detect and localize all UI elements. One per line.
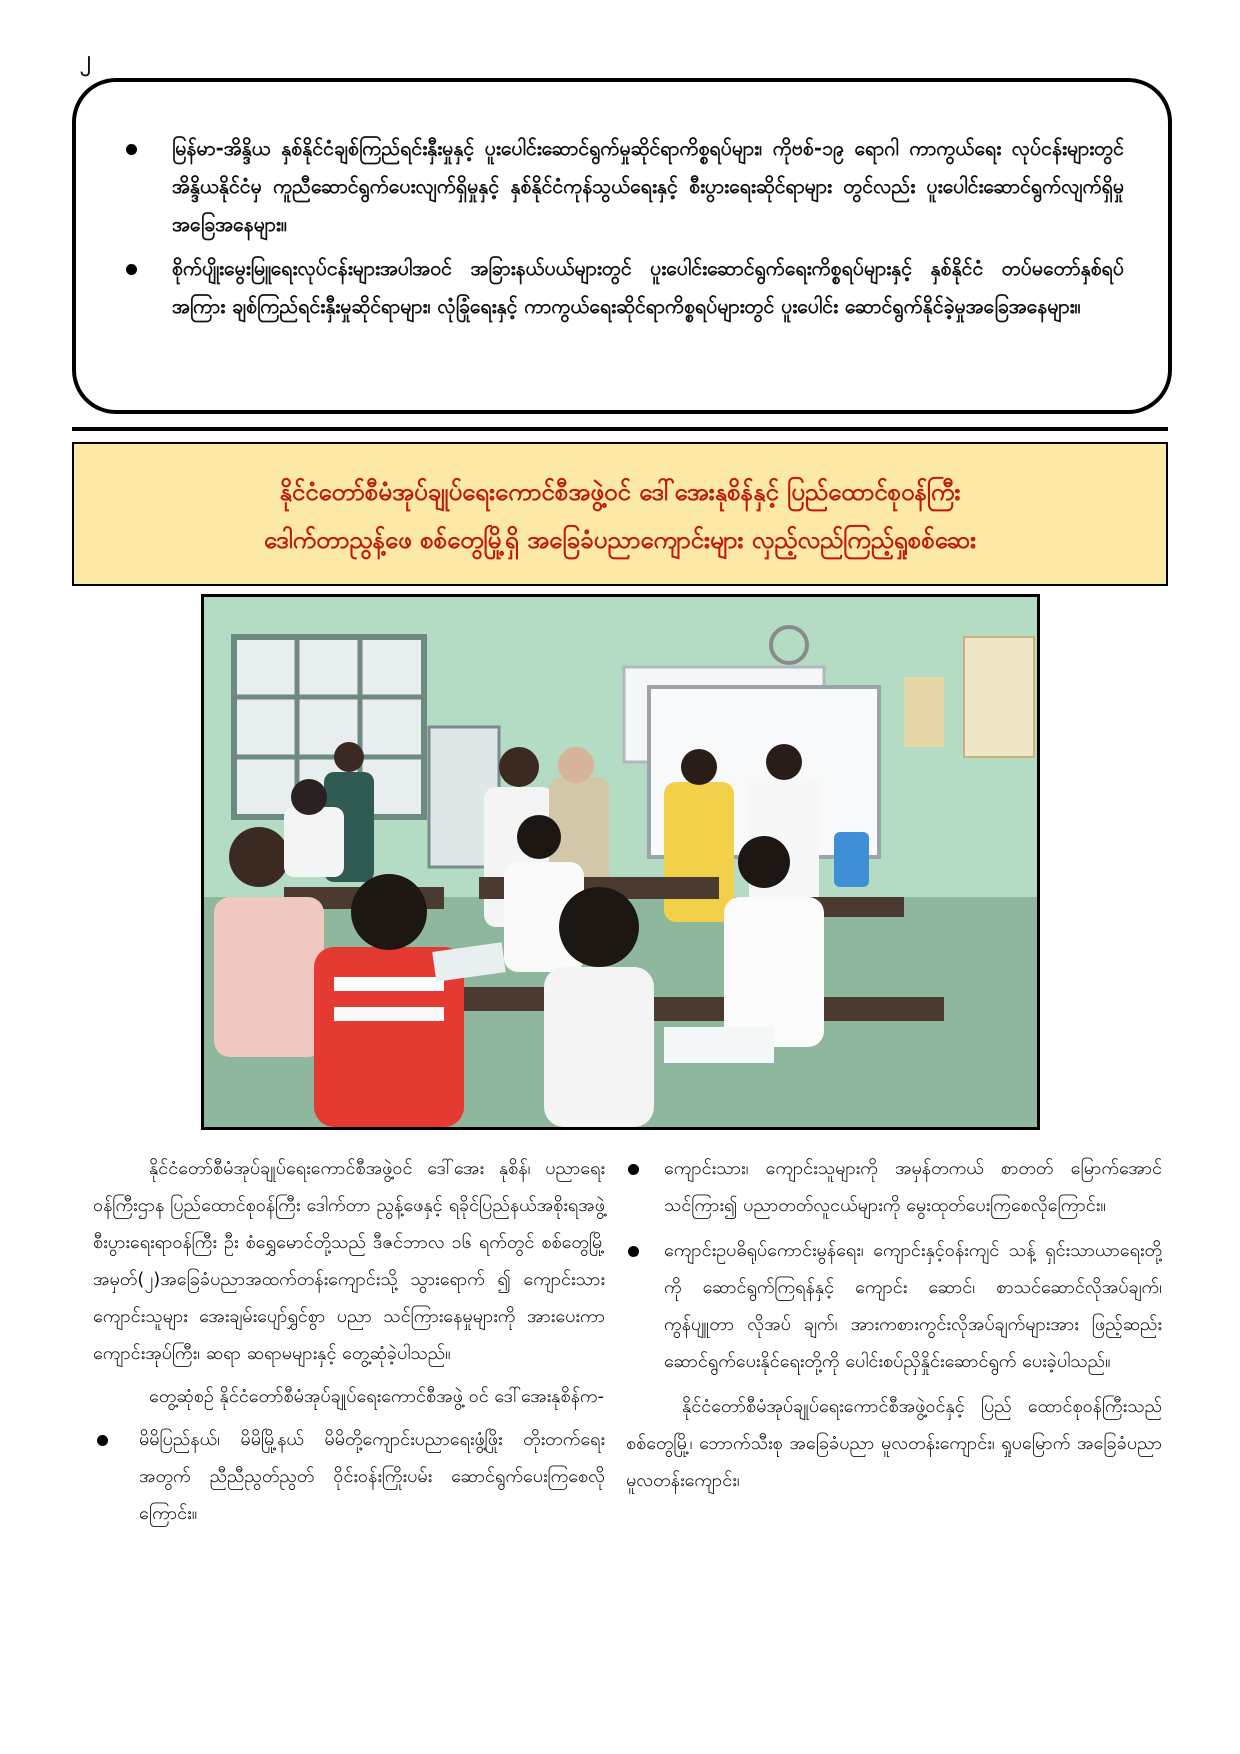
section-divider	[72, 427, 1168, 431]
article-bullet	[626, 1232, 1162, 1380]
article-bullet-text: ကျောင်းဥပဓိရုပ်ကောင်းမွန်ရေး၊ ကျောင်းနှင့်ဝန်းကျင် သန့် ရှင်းသာယာရေးတို့ကို ဆောင်ရွက်ကြရန်နှင့် ကျောင်း ဆောင်၊ စာသင်ဆောင်လိုအပ်ချက်၊ ကွန်ပျူတာ လိုအပ် ချက်၊ အားကစားကွင်းလိုအပ်ချက်များအား ဖြည့်ဆည်း ဆောင်ရွက်ပေးနိုင်ရေးတို့ကို ပေါင်းစပ်ညှိနှိုင်းဆောင်ရွက် ပေးခဲ့ပါသည်။	[664, 1240, 1162, 1372]
article-bullet	[626, 1150, 1162, 1224]
headline-box	[72, 442, 1168, 586]
summary-item	[126, 130, 1124, 244]
summary-item	[126, 250, 1124, 326]
photo-illustration	[204, 597, 1037, 1127]
summary-item-text: မြန်မာ-အိန္ဒိယ နှစ်နိုင်ငံချစ်ကြည်ရင်းနှီးမှုနှင့် ပူးပေါင်းဆောင်ရွက်မှုဆိုင်ရာကိစ္စရပ်များ၊ ကိုဗစ်-၁၉ ရောဂါ ကာကွယ်ရေး လုပ်ငန်းများတွင် အိန္ဒိယနိုင်ငံမှ ကူညီဆောင်ရွက်ပေးလျက်ရှိမှုနှင့် နှစ်နိုင်ငံကုန်သွယ်ရေးနှင့် စီးပွားရေးဆိုင်ရာများ တွင်လည်း ပူးပေါင်းဆောင်ရွက်လျက်ရှိမှု အခြေအနေများ။	[172, 137, 1124, 236]
headline-line-2: ဒေါက်တာညွန့်ဖေ စစ်တွေမြို့ရှိ အခြေခံပညာကျောင်းများ လှည့်လည်ကြည့်ရှုစစ်ဆေး	[263, 526, 977, 554]
article-bullet-text: ကျောင်းသား၊ ကျောင်းသူများကို အမှန်တကယ် စာတတ် မြောက်အောင် သင်ကြား၍ ပညာတတ်လူငယ်များကို မွေးထုတ်ပေးကြစေလိုကြောင်း။	[664, 1158, 1162, 1216]
bullet-icon	[126, 264, 137, 275]
classroom-visit-photo	[201, 594, 1040, 1130]
bullet-icon	[628, 1164, 639, 1175]
headline-line-1: နိုင်ငံတော်စီမံအုပ်ချုပ်ရေးကောင်စီအဖွဲ့ဝင် ဒေါ်အေးနုစိန်နှင့် ပြည်ထောင်စုဝန်ကြီး	[279, 478, 961, 506]
page-number: ၂	[80, 46, 91, 71]
summary-item-text: စိုက်ပျိုးမွေးမြူရေးလုပ်ငန်းများအပါအဝင် အခြားနယ်ပယ်များတွင် ပူးပေါင်းဆောင်ရွက်ရေးကိစ္စရပ်များနှင့် နှစ်နိုင်ငံ တပ်မတော်နှစ်ရပ်အကြား ချစ်ကြည်ရင်းနှီးမှုဆိုင်ရာများ၊ လုံခြုံရေးနှင့် ကာကွယ်ရေးဆိုင်ရာကိစ္စရပ်များတွင် ပူးပေါင်း ဆောင်ရွက်နိုင်ခဲ့မှုအခြေအနေများ။	[172, 257, 1124, 318]
summary-box	[72, 78, 1172, 414]
article-paragraph: တွေ့ဆုံစဉ် နိုင်ငံတော်စီမံအုပ်ချုပ်ရေးကောင်စီအဖွဲ့ ဝင် ဒေါ်အေးနုစိန်က-	[149, 1386, 605, 1407]
article-bullet-text: မိမိပြည်နယ်၊ မိမိမြို့နယ် မိမိတို့ကျောင်းပညာရေးဖွံ့ဖြိုး တိုးတက်ရေးအတွက် ညီညီညွတ်ညွတ် ဝိုင်းဝန်းကြိုးပမ်း ဆောင်ရွက်ပေးကြစေလိုကြောင်း။	[139, 1429, 605, 1524]
article-bullet	[93, 1421, 605, 1532]
bullet-icon	[126, 144, 137, 155]
article-column-right	[626, 1150, 1162, 1505]
bullet-icon	[628, 1246, 639, 1257]
article-paragraph: နိုင်ငံတော်စီမံအုပ်ချုပ်ရေးကောင်စီအဖွဲ့ဝင် ဒေါ်အေး နုစိန်၊ ပညာရေးဝန်ကြီးဌာန ပြည်ထောင်စုဝန်ကြီး ဒေါက်တာ ညွန့်ဖေနှင့် ရခိုင်ပြည်နယ်အစိုးရအဖွဲ့ စီးပွားရေးရာဝန်ကြီး ဦး စံရွှေမောင်တို့သည် ဒီဇင်ဘာလ ၁၆ ရက်တွင် စစ်တွေမြို့ အမှတ်(၂)အခြေခံပညာအထက်တန်းကျောင်းသို့ သွားရောက် ၍ ကျောင်းသားကျောင်းသူများ အေးချမ်းပျော်ရွှင်စွာ ပညာ သင်ကြားနေမှုများကို အားပေးကာ ကျောင်းအုပ်ကြီး၊ ဆရာ ဆရာမများနှင့် တွေ့ဆုံခဲ့ပါသည်။	[93, 1158, 605, 1364]
bullet-icon	[97, 1435, 108, 1446]
article-paragraph: နိုင်ငံတော်စီမံအုပ်ချုပ်ရေးကောင်စီအဖွဲ့ဝင်နှင့် ပြည် ထောင်စုဝန်ကြီးသည် စစ်တွေမြို့၊ ဘောက်သီးစု အခြေခံပညာ မူလတန်းကျောင်း၊ ရှုပမြောက် အခြေခံပညာမူလတန်းကျောင်း၊	[626, 1396, 1162, 1491]
article-column-left	[93, 1150, 605, 1540]
